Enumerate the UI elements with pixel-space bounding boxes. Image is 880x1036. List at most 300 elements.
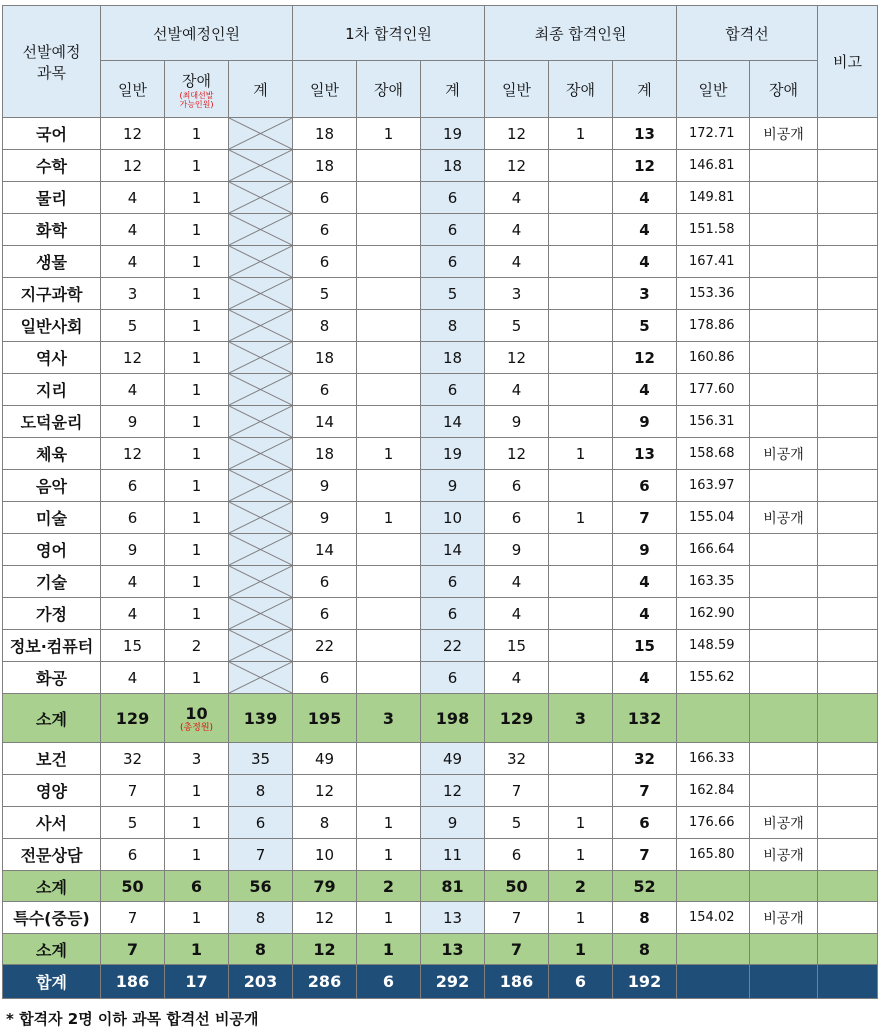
cutoff-general-cell bbox=[677, 965, 750, 999]
final-general-cell: 4 bbox=[485, 662, 549, 694]
final-general-cell: 5 bbox=[485, 310, 549, 342]
cutoff-disabled-cell bbox=[750, 246, 818, 278]
cutoff-general-cell: 156.31 bbox=[677, 406, 750, 438]
crossed-out-cell bbox=[229, 438, 293, 470]
cutoff-disabled-cell bbox=[750, 342, 818, 374]
final-disabled-cell bbox=[549, 246, 613, 278]
table-row bbox=[3, 839, 878, 871]
planned-total-cell: 8 bbox=[229, 934, 293, 965]
cutoff-disabled-cell bbox=[750, 406, 818, 438]
final-disabled-cell bbox=[549, 214, 613, 246]
final-disabled-cell bbox=[549, 310, 613, 342]
table-row bbox=[3, 807, 878, 839]
first-disabled-cell: 1 bbox=[357, 438, 421, 470]
first-total-cell: 6 bbox=[421, 598, 485, 630]
planned-disabled-cell: 6 bbox=[165, 871, 229, 902]
subject-cell: 가정 bbox=[3, 598, 101, 630]
cutoff-general-header: 일반 bbox=[677, 61, 750, 118]
planned-disabled-cell: 3 bbox=[165, 743, 229, 775]
table-row bbox=[3, 406, 878, 438]
remarks-cell bbox=[818, 534, 878, 566]
remarks-cell bbox=[818, 214, 878, 246]
first-general-cell: 49 bbox=[293, 743, 357, 775]
planned-disabled-cell: 1 bbox=[165, 406, 229, 438]
planned-general-cell: 12 bbox=[101, 150, 165, 182]
final-disabled-cell bbox=[549, 566, 613, 598]
remarks-cell bbox=[818, 374, 878, 406]
first-disabled-cell bbox=[357, 150, 421, 182]
cutoff-general-cell: 154.02 bbox=[677, 902, 750, 934]
table-row bbox=[3, 182, 878, 214]
first-total-cell: 6 bbox=[421, 374, 485, 406]
crossed-out-cell bbox=[229, 598, 293, 630]
planned-disabled-cell: 1 bbox=[165, 662, 229, 694]
cutoff-disabled-cell bbox=[750, 310, 818, 342]
first-general-cell: 18 bbox=[293, 150, 357, 182]
first-general-cell: 12 bbox=[293, 902, 357, 934]
subject-cell: 수학 bbox=[3, 150, 101, 182]
planned-general-cell: 4 bbox=[101, 246, 165, 278]
planned-disabled-cell: 1 bbox=[165, 470, 229, 502]
cutoff-general-cell: 167.41 bbox=[677, 246, 750, 278]
first-disabled-cell bbox=[357, 278, 421, 310]
final-disabled-cell: 1 bbox=[549, 839, 613, 871]
cutoff-disabled-cell bbox=[750, 278, 818, 310]
planned-total-cell: 139 bbox=[229, 694, 293, 743]
planned-general-cell: 4 bbox=[101, 566, 165, 598]
final-general-cell: 129 bbox=[485, 694, 549, 743]
remarks-cell bbox=[818, 807, 878, 839]
table-row bbox=[3, 566, 878, 598]
crossed-out-cell bbox=[229, 182, 293, 214]
final-disabled-cell: 1 bbox=[549, 934, 613, 965]
final-total-cell: 13 bbox=[613, 438, 677, 470]
final-general-cell: 32 bbox=[485, 743, 549, 775]
first-total-cell: 6 bbox=[421, 566, 485, 598]
final-disabled-cell bbox=[549, 182, 613, 214]
cutoff-general-cell bbox=[677, 694, 750, 743]
final-total-cell: 12 bbox=[613, 150, 677, 182]
first-total-cell: 13 bbox=[421, 902, 485, 934]
subject-cell: 미술 bbox=[3, 502, 101, 534]
planned-general-cell: 50 bbox=[101, 871, 165, 902]
subject-cell: 화학 bbox=[3, 214, 101, 246]
first-disabled-header: 장애 bbox=[357, 61, 421, 118]
cutoff-general-cell: 163.97 bbox=[677, 470, 750, 502]
planned-header: 선발예정인원 bbox=[101, 6, 293, 61]
crossed-out-cell bbox=[229, 214, 293, 246]
subject-cell: 지구과학 bbox=[3, 278, 101, 310]
crossed-out-cell bbox=[229, 566, 293, 598]
table-row bbox=[3, 118, 878, 150]
planned-general-cell: 9 bbox=[101, 534, 165, 566]
final-total-cell: 9 bbox=[613, 406, 677, 438]
first-general-cell: 8 bbox=[293, 310, 357, 342]
planned-total-cell: 8 bbox=[229, 775, 293, 807]
first-disabled-cell bbox=[357, 534, 421, 566]
planned-disabled-cell: 17 bbox=[165, 965, 229, 999]
final-general-cell: 4 bbox=[485, 214, 549, 246]
first-total-cell: 14 bbox=[421, 534, 485, 566]
final-general-cell: 50 bbox=[485, 871, 549, 902]
final-total-cell: 9 bbox=[613, 534, 677, 566]
planned-general-cell: 32 bbox=[101, 743, 165, 775]
crossed-out-cell bbox=[229, 630, 293, 662]
final-total-cell: 4 bbox=[613, 566, 677, 598]
cutoff-disabled-cell bbox=[750, 566, 818, 598]
remarks-cell bbox=[818, 470, 878, 502]
first-general-cell: 286 bbox=[293, 965, 357, 999]
first-total-cell: 9 bbox=[421, 470, 485, 502]
first-total-cell: 8 bbox=[421, 310, 485, 342]
final-total-cell: 8 bbox=[613, 934, 677, 965]
planned-general-cell: 5 bbox=[101, 807, 165, 839]
first-general-cell: 10 bbox=[293, 839, 357, 871]
first-disabled-cell bbox=[357, 662, 421, 694]
first-total-cell: 6 bbox=[421, 182, 485, 214]
planned-disabled-cell: 1 bbox=[165, 934, 229, 965]
final-disabled-cell bbox=[549, 278, 613, 310]
subject-cell: 역사 bbox=[3, 342, 101, 374]
planned-general-cell: 4 bbox=[101, 662, 165, 694]
crossed-out-cell bbox=[229, 118, 293, 150]
table-row bbox=[3, 470, 878, 502]
cutoff-general-cell bbox=[677, 934, 750, 965]
remarks-cell bbox=[818, 871, 878, 902]
cutoff-disabled-cell: 비공개 bbox=[750, 438, 818, 470]
first-total-cell: 12 bbox=[421, 775, 485, 807]
subject-cell: 보건 bbox=[3, 743, 101, 775]
planned-total-cell: 7 bbox=[229, 839, 293, 871]
subject-cell: 정보·컴퓨터 bbox=[3, 630, 101, 662]
first-disabled-cell bbox=[357, 182, 421, 214]
remarks-cell bbox=[818, 775, 878, 807]
subject-cell: 체육 bbox=[3, 438, 101, 470]
first-general-cell: 12 bbox=[293, 775, 357, 807]
planned-disabled-cell: 1 bbox=[165, 374, 229, 406]
subject-cell: 사서 bbox=[3, 807, 101, 839]
cutoff-general-cell: 165.80 bbox=[677, 839, 750, 871]
subject-cell: 기술 bbox=[3, 566, 101, 598]
subject-cell: 음악 bbox=[3, 470, 101, 502]
subject-cell: 국어 bbox=[3, 118, 101, 150]
final-total-header: 계 bbox=[613, 61, 677, 118]
first-disabled-cell bbox=[357, 775, 421, 807]
remarks-header: 비고 bbox=[818, 6, 878, 118]
first-general-cell: 6 bbox=[293, 182, 357, 214]
cutoff-general-cell: 177.60 bbox=[677, 374, 750, 406]
planned-total-cell: 203 bbox=[229, 965, 293, 999]
final-disabled-cell: 1 bbox=[549, 902, 613, 934]
table-row bbox=[3, 630, 878, 662]
remarks-cell bbox=[818, 934, 878, 965]
planned-disabled-cell: 1 bbox=[165, 775, 229, 807]
first-pass-header: 1차 합격인원 bbox=[293, 6, 485, 61]
planned-general-cell: 12 bbox=[101, 438, 165, 470]
subject-cell: 도덕윤리 bbox=[3, 406, 101, 438]
remarks-cell bbox=[818, 743, 878, 775]
planned-general-cell: 4 bbox=[101, 598, 165, 630]
planned-general-cell: 7 bbox=[101, 775, 165, 807]
planned-total-cell: 6 bbox=[229, 807, 293, 839]
planned-disabled-cell: 1 bbox=[165, 150, 229, 182]
first-general-cell: 12 bbox=[293, 934, 357, 965]
cutoff-disabled-cell: 비공개 bbox=[750, 807, 818, 839]
final-general-cell: 12 bbox=[485, 438, 549, 470]
remarks-cell bbox=[818, 902, 878, 934]
first-disabled-cell bbox=[357, 246, 421, 278]
subject-cell: 특수(중등) bbox=[3, 902, 101, 934]
results-table bbox=[2, 5, 878, 999]
cutoff-disabled-cell bbox=[750, 470, 818, 502]
cutoff-general-cell: 176.66 bbox=[677, 807, 750, 839]
planned-disabled-cell: 1 bbox=[165, 438, 229, 470]
first-disabled-cell bbox=[357, 743, 421, 775]
final-total-cell: 52 bbox=[613, 871, 677, 902]
table-row bbox=[3, 534, 878, 566]
first-general-cell: 6 bbox=[293, 566, 357, 598]
first-total-cell: 9 bbox=[421, 807, 485, 839]
crossed-out-cell bbox=[229, 534, 293, 566]
first-disabled-cell: 1 bbox=[357, 502, 421, 534]
planned-total-cell: 35 bbox=[229, 743, 293, 775]
final-general-cell: 7 bbox=[485, 902, 549, 934]
planned-disabled-cell: 1 bbox=[165, 534, 229, 566]
final-general-cell: 6 bbox=[485, 502, 549, 534]
remarks-cell bbox=[818, 310, 878, 342]
final-total-cell: 192 bbox=[613, 965, 677, 999]
cutoff-header: 합격선 bbox=[677, 6, 818, 61]
final-total-cell: 4 bbox=[613, 246, 677, 278]
final-disabled-cell bbox=[549, 150, 613, 182]
remarks-cell bbox=[818, 662, 878, 694]
final-total-cell: 12 bbox=[613, 342, 677, 374]
final-general-cell: 12 bbox=[485, 342, 549, 374]
planned-disabled-cell: 1 bbox=[165, 214, 229, 246]
remarks-cell bbox=[818, 965, 878, 999]
cutoff-disabled-cell bbox=[750, 743, 818, 775]
final-general-cell: 4 bbox=[485, 246, 549, 278]
table-row bbox=[3, 150, 878, 182]
planned-disabled-cell: 1 bbox=[165, 566, 229, 598]
cutoff-disabled-cell: 비공개 bbox=[750, 839, 818, 871]
subject-cell: 생물 bbox=[3, 246, 101, 278]
planned-general-cell: 4 bbox=[101, 182, 165, 214]
planned-general-cell: 6 bbox=[101, 502, 165, 534]
cutoff-disabled-cell bbox=[750, 630, 818, 662]
grand-total-row bbox=[3, 965, 878, 999]
first-total-cell: 292 bbox=[421, 965, 485, 999]
table-row bbox=[3, 246, 878, 278]
cutoff-general-cell: 166.64 bbox=[677, 534, 750, 566]
final-total-cell: 4 bbox=[613, 182, 677, 214]
planned-general-cell: 5 bbox=[101, 310, 165, 342]
cutoff-disabled-cell bbox=[750, 182, 818, 214]
first-general-cell: 14 bbox=[293, 534, 357, 566]
cutoff-disabled-cell bbox=[750, 534, 818, 566]
final-total-cell: 4 bbox=[613, 374, 677, 406]
first-total-cell: 6 bbox=[421, 246, 485, 278]
final-disabled-cell bbox=[549, 775, 613, 807]
first-disabled-cell bbox=[357, 470, 421, 502]
planned-total-cell: 56 bbox=[229, 871, 293, 902]
planned-disabled-cell: 1 bbox=[165, 598, 229, 630]
table-row bbox=[3, 438, 878, 470]
first-disabled-cell bbox=[357, 630, 421, 662]
crossed-out-cell bbox=[229, 662, 293, 694]
final-disabled-cell bbox=[549, 662, 613, 694]
planned-general-cell: 4 bbox=[101, 214, 165, 246]
planned-general-cell: 15 bbox=[101, 630, 165, 662]
first-disabled-cell bbox=[357, 598, 421, 630]
footnote: * 합격자 2명 이하 과목 합격선 비공개 bbox=[6, 1010, 259, 1028]
remarks-cell bbox=[818, 342, 878, 374]
remarks-cell bbox=[818, 630, 878, 662]
subject-cell: 영양 bbox=[3, 775, 101, 807]
cutoff-disabled-cell bbox=[750, 871, 818, 902]
planned-disabled-cell: 1 bbox=[165, 118, 229, 150]
final-total-cell: 5 bbox=[613, 310, 677, 342]
final-total-cell: 15 bbox=[613, 630, 677, 662]
cutoff-disabled-cell bbox=[750, 694, 818, 743]
planned-disabled-cell: 2 bbox=[165, 630, 229, 662]
final-general-cell: 9 bbox=[485, 534, 549, 566]
first-general-cell: 6 bbox=[293, 214, 357, 246]
table-row bbox=[3, 342, 878, 374]
final-general-cell: 7 bbox=[485, 934, 549, 965]
cutoff-disabled-cell: 비공개 bbox=[750, 502, 818, 534]
subtotal-row bbox=[3, 871, 878, 902]
first-general-cell: 5 bbox=[293, 278, 357, 310]
first-disabled-cell: 1 bbox=[357, 807, 421, 839]
final-disabled-cell bbox=[549, 534, 613, 566]
first-general-cell: 14 bbox=[293, 406, 357, 438]
table-row bbox=[3, 278, 878, 310]
planned-total-cell: 8 bbox=[229, 902, 293, 934]
cutoff-general-cell: 166.33 bbox=[677, 743, 750, 775]
row-label-cell: 소계 bbox=[3, 871, 101, 902]
final-general-cell: 4 bbox=[485, 374, 549, 406]
first-total-cell: 49 bbox=[421, 743, 485, 775]
row-label-cell: 소계 bbox=[3, 934, 101, 965]
planned-general-cell: 7 bbox=[101, 934, 165, 965]
cutoff-general-cell bbox=[677, 871, 750, 902]
final-disabled-cell: 1 bbox=[549, 807, 613, 839]
crossed-out-cell bbox=[229, 374, 293, 406]
final-disabled-cell bbox=[549, 342, 613, 374]
cutoff-general-cell: 160.86 bbox=[677, 342, 750, 374]
cutoff-general-cell: 148.59 bbox=[677, 630, 750, 662]
table-row bbox=[3, 775, 878, 807]
first-general-cell: 9 bbox=[293, 502, 357, 534]
final-total-cell: 7 bbox=[613, 502, 677, 534]
planned-disabled-cell: 1 bbox=[165, 246, 229, 278]
final-total-cell: 7 bbox=[613, 839, 677, 871]
final-general-cell: 12 bbox=[485, 150, 549, 182]
subject-cell: 물리 bbox=[3, 182, 101, 214]
crossed-out-cell bbox=[229, 342, 293, 374]
first-disabled-cell: 1 bbox=[357, 902, 421, 934]
cutoff-disabled-cell bbox=[750, 662, 818, 694]
final-disabled-cell bbox=[549, 598, 613, 630]
first-total-cell: 13 bbox=[421, 934, 485, 965]
first-total-cell: 19 bbox=[421, 118, 485, 150]
final-general-cell: 6 bbox=[485, 839, 549, 871]
first-disabled-cell bbox=[357, 342, 421, 374]
cutoff-disabled-cell: 비공개 bbox=[750, 118, 818, 150]
final-disabled-cell: 3 bbox=[549, 694, 613, 743]
planned-general-cell: 9 bbox=[101, 406, 165, 438]
planned-disabled-cell: 1 bbox=[165, 278, 229, 310]
subject-cell: 지리 bbox=[3, 374, 101, 406]
final-disabled-cell bbox=[549, 374, 613, 406]
final-disabled-cell bbox=[549, 470, 613, 502]
table-body bbox=[3, 118, 878, 999]
final-general-cell: 4 bbox=[485, 566, 549, 598]
remarks-cell bbox=[818, 246, 878, 278]
planned-disabled-cell: 1 bbox=[165, 807, 229, 839]
first-general-cell: 8 bbox=[293, 807, 357, 839]
remarks-cell bbox=[818, 150, 878, 182]
first-general-cell: 18 bbox=[293, 342, 357, 374]
remarks-cell bbox=[818, 839, 878, 871]
final-general-cell: 186 bbox=[485, 965, 549, 999]
final-general-cell: 12 bbox=[485, 118, 549, 150]
first-disabled-cell: 1 bbox=[357, 839, 421, 871]
final-pass-header: 최종 합격인원 bbox=[485, 6, 677, 61]
final-total-cell: 132 bbox=[613, 694, 677, 743]
crossed-out-cell bbox=[229, 502, 293, 534]
first-total-cell: 5 bbox=[421, 278, 485, 310]
first-disabled-cell: 1 bbox=[357, 934, 421, 965]
cutoff-general-cell: 155.04 bbox=[677, 502, 750, 534]
final-total-cell: 6 bbox=[613, 807, 677, 839]
first-total-cell: 198 bbox=[421, 694, 485, 743]
final-general-header: 일반 bbox=[485, 61, 549, 118]
cutoff-general-cell: 162.84 bbox=[677, 775, 750, 807]
planned-general-cell: 4 bbox=[101, 374, 165, 406]
final-disabled-cell: 6 bbox=[549, 965, 613, 999]
cutoff-disabled-cell: 비공개 bbox=[750, 902, 818, 934]
planned-disabled-cell: 1 bbox=[165, 182, 229, 214]
cutoff-general-cell: 172.71 bbox=[677, 118, 750, 150]
final-general-cell: 4 bbox=[485, 598, 549, 630]
final-general-cell: 15 bbox=[485, 630, 549, 662]
remarks-cell bbox=[818, 694, 878, 743]
first-disabled-cell: 6 bbox=[357, 965, 421, 999]
cutoff-general-cell: 178.86 bbox=[677, 310, 750, 342]
crossed-out-cell bbox=[229, 310, 293, 342]
final-disabled-cell: 1 bbox=[549, 438, 613, 470]
final-disabled-header: 장애 bbox=[549, 61, 613, 118]
cutoff-general-cell: 149.81 bbox=[677, 182, 750, 214]
row-label-cell: 합계 bbox=[3, 965, 101, 999]
final-total-cell: 4 bbox=[613, 662, 677, 694]
first-general-cell: 79 bbox=[293, 871, 357, 902]
first-general-header: 일반 bbox=[293, 61, 357, 118]
table-row bbox=[3, 662, 878, 694]
first-total-cell: 6 bbox=[421, 662, 485, 694]
subtotal-row bbox=[3, 934, 878, 965]
first-total-cell: 10 bbox=[421, 502, 485, 534]
first-disabled-cell bbox=[357, 566, 421, 598]
first-total-cell: 22 bbox=[421, 630, 485, 662]
first-general-cell: 18 bbox=[293, 438, 357, 470]
cutoff-general-cell: 158.68 bbox=[677, 438, 750, 470]
planned-general-cell: 3 bbox=[101, 278, 165, 310]
remarks-cell bbox=[818, 182, 878, 214]
final-disabled-cell bbox=[549, 743, 613, 775]
